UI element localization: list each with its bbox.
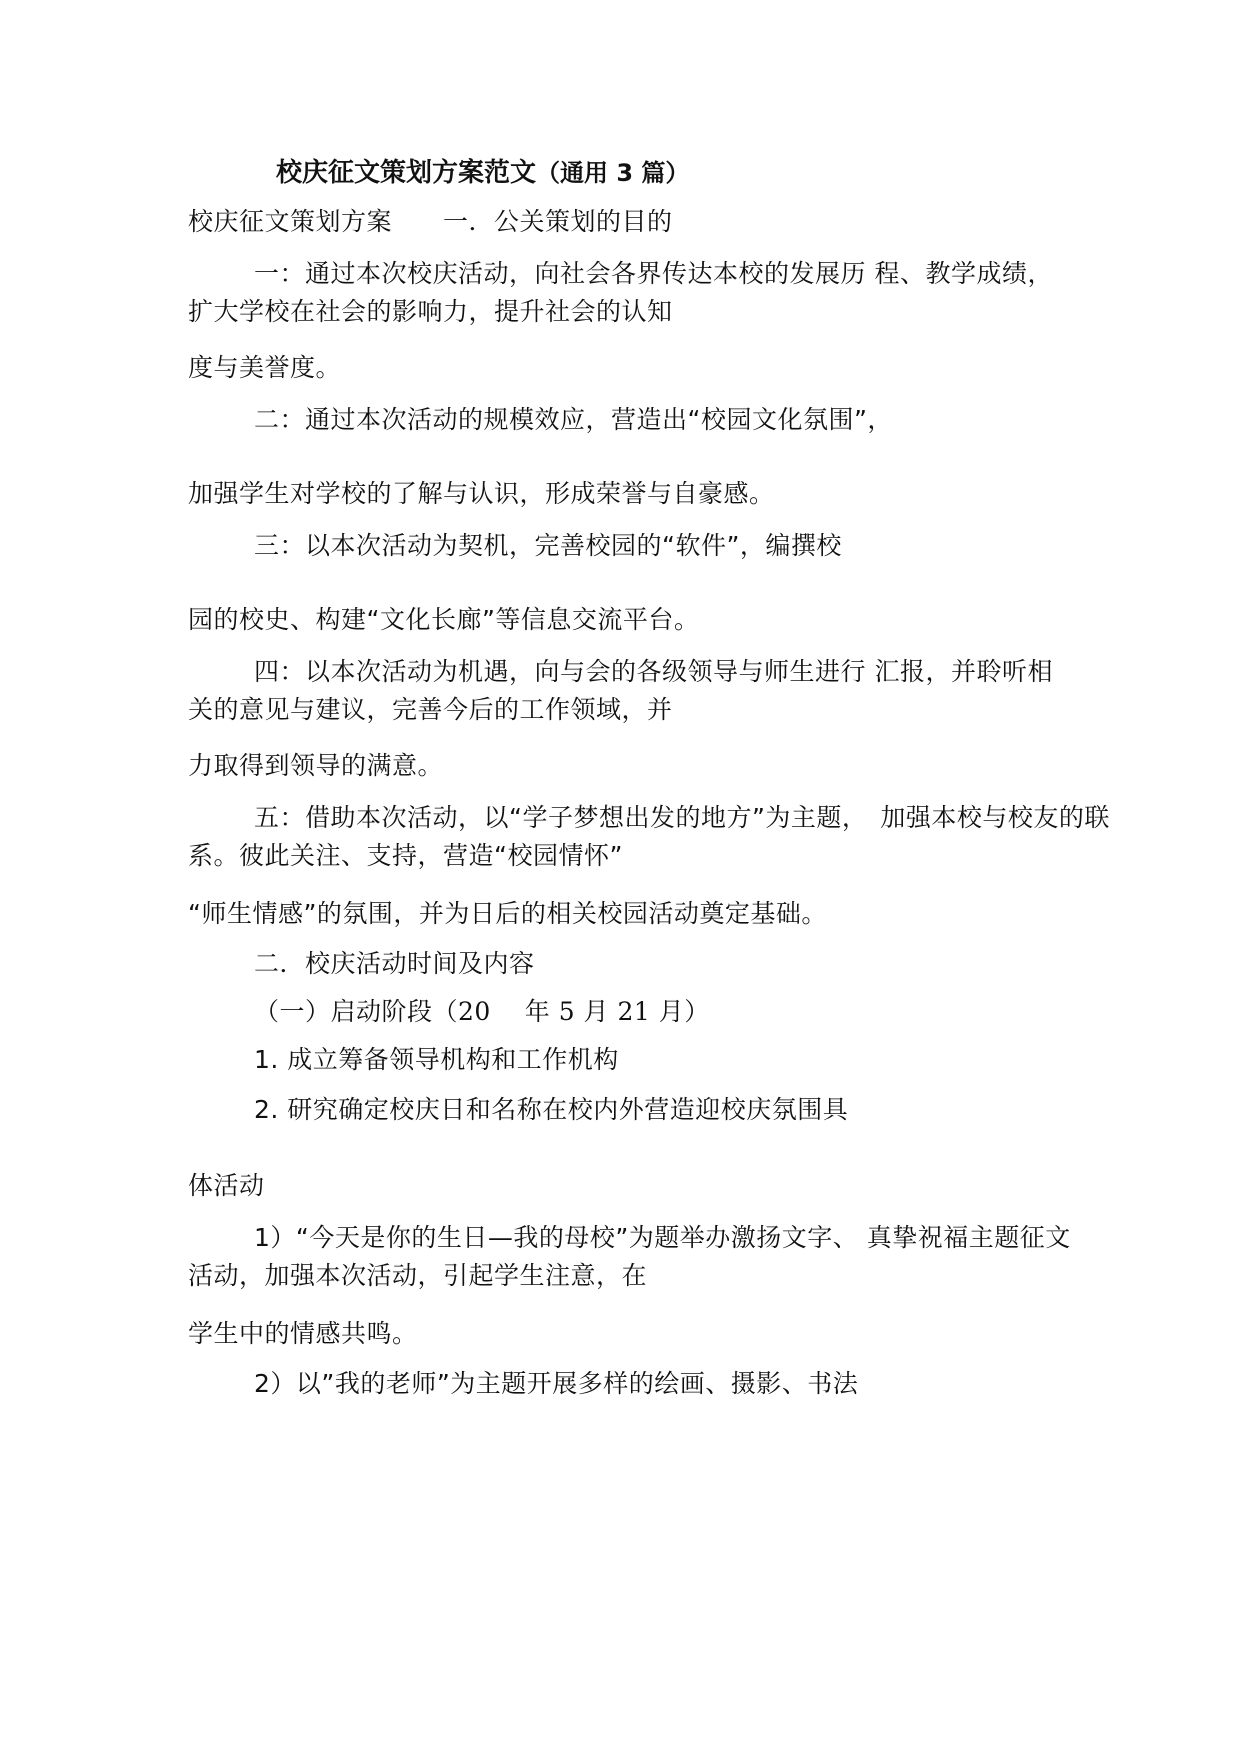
list-item: 2. 研究确定校庆日和名称在校内外营造迎校庆氛围具	[254, 1095, 849, 1124]
paragraph-line: 扩大学校在社会的影响力，提升社会的认知	[188, 297, 673, 326]
paragraph-line: 学生中的情感共鸣。	[188, 1319, 418, 1348]
paragraph-line: 系。彼此关注、支持，营造“校园情怀”	[188, 841, 623, 870]
paragraph-line: 加强学生对学校的了解与认识，形成荣誉与自豪感。	[188, 479, 775, 508]
document-title	[276, 156, 689, 190]
list-item: 1. 成立筹备领导机构和工作机构	[254, 1045, 619, 1074]
title-suffix: （通用 3 篇）	[536, 159, 690, 187]
paragraph-line: 三：以本次活动为契机，完善校园的“软件”，编撰校	[254, 531, 842, 560]
section-heading-line: 二．校庆活动时间及内容	[254, 949, 535, 978]
paragraph-line: 二：通过本次活动的规模效应，营造出“校园文化氛围”，	[254, 405, 893, 434]
paragraph-line: 关的意见与建议，完善今后的工作领域，并	[188, 695, 673, 724]
subsection-heading-line: （一）启动阶段（20 年 5 月 21 月）	[254, 997, 710, 1026]
title-main: 校庆征文策划方案范文	[276, 158, 537, 188]
paragraph-line: “师生情感”的氛围，并为日后的相关校园活动奠定基础。	[188, 899, 827, 928]
paragraph-line: 五：借助本次活动，以“学子梦想出发的地方”为主题， 加强本校与校友的联	[254, 803, 1110, 832]
list-item: 1）“今天是你的生日—我的母校”为题举办激扬文字、 真挚祝福主题征文	[254, 1223, 1071, 1252]
paragraph-line: 度与美誉度。	[188, 353, 342, 382]
list-item: 2）以”我的老师”为主题开展多样的绘画、摄影、书法	[254, 1369, 859, 1398]
paragraph-line: 体活动	[188, 1171, 265, 1200]
paragraph-line: 四：以本次活动为机遇，向与会的各级领导与师生进行 汇报，并聆听相	[254, 657, 1053, 686]
paragraph-line: 园的校史、构建“文化长廊”等信息交流平台。	[188, 605, 700, 634]
paragraph-line: 力取得到领导的满意。	[188, 751, 444, 780]
section-heading-line: 校庆征文策划方案 一．公关策划的目的	[188, 207, 673, 236]
paragraph-line: 活动，加强本次活动，引起学生注意，在	[188, 1261, 648, 1290]
paragraph-line: 一：通过本次校庆活动，向社会各界传达本校的发展历 程、教学成绩，	[254, 259, 1053, 288]
